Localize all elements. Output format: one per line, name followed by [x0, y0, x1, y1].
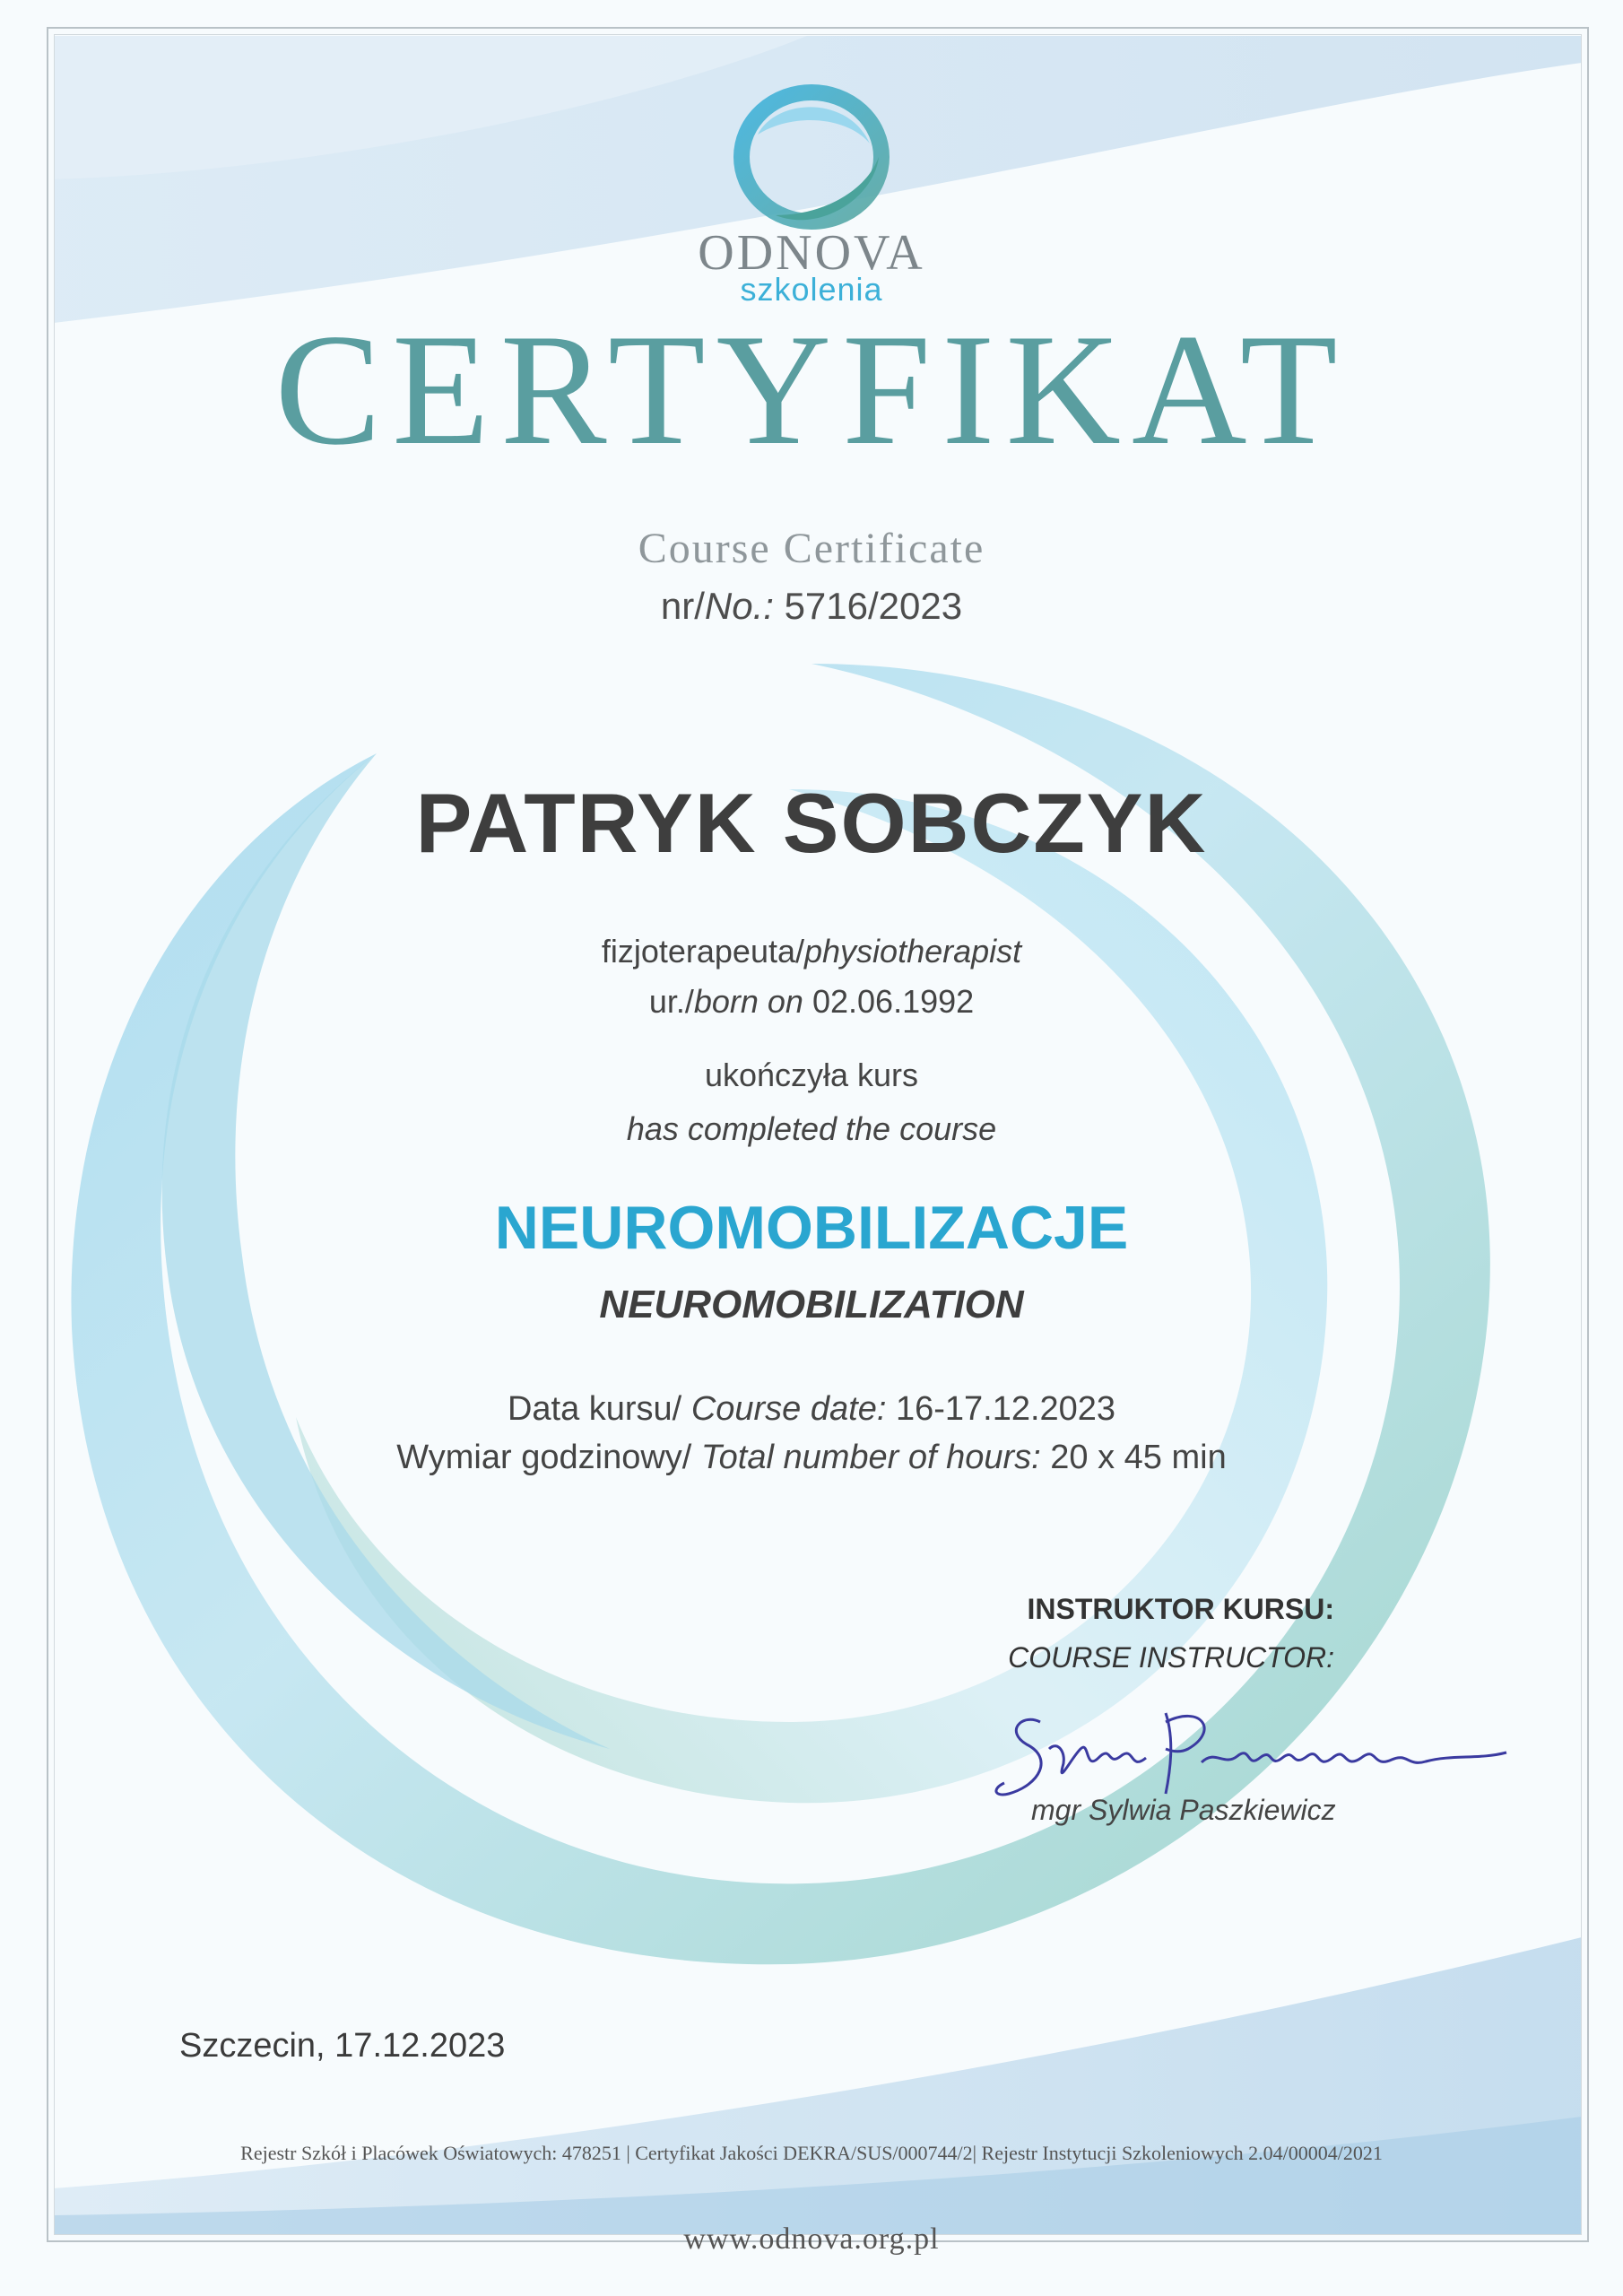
- profession-en: physiotherapist: [804, 933, 1022, 970]
- number-label-pl: nr/: [660, 585, 705, 627]
- course-name-en: NEUROMOBILIZATION: [599, 1283, 1024, 1326]
- course-date-value: 16-17.12.2023: [895, 1390, 1116, 1428]
- certificate-number: [0, 585, 1623, 628]
- course-name-pl: NEUROMOBILIZACJE: [494, 1194, 1129, 1262]
- course-date-label-pl: Data kursu/: [507, 1390, 682, 1428]
- instructor-name: mgr Sylwia Paszkiewicz: [1031, 1794, 1336, 1826]
- number-value: 5716/2023: [784, 585, 963, 627]
- profession-pl: fizjoterapeuta/: [601, 933, 804, 970]
- number-label-en: No.:: [704, 585, 774, 627]
- participant-name: PATRYK SOBCZYK: [415, 776, 1208, 870]
- logo-subtitle: szkolenia: [740, 271, 883, 308]
- born-date: 02.06.1992: [812, 983, 975, 1020]
- certificate-title: CERTYFIKAT: [274, 300, 1349, 478]
- footer-registry: Rejestr Szkół i Placówek Oświatowych: 478251 | Certyfikat Jakości DEKRA/SUS/000744/2| Rejestr Instytucji Szkoleniowych 2.04/00004/2021: [240, 2142, 1383, 2164]
- course-hours-value: 20 x 45 min: [1050, 1439, 1227, 1476]
- course-date-label-en: Course date:: [690, 1390, 887, 1428]
- instructor-label-pl: INSTRUKTOR KURSU:: [1027, 1593, 1334, 1625]
- instructor-signature: [986, 1686, 1542, 1812]
- course-hours-label-pl: Wymiar godzinowy/: [396, 1439, 692, 1476]
- born-label-en: born on: [693, 983, 803, 1020]
- course-hours-label-en: Total number of hours:: [700, 1439, 1041, 1476]
- logo-name: ODNOVA: [698, 225, 925, 281]
- profession-line: [0, 933, 1623, 970]
- instructor-label-en: COURSE INSTRUCTOR:: [1008, 1641, 1334, 1674]
- odnova-logo-icon: [722, 81, 901, 233]
- completion-pl: ukończyła kurs: [704, 1057, 919, 1093]
- certificate-subtitle: Course Certificate: [638, 525, 985, 572]
- course-hours-line: [0, 1439, 1623, 1477]
- born-label-pl: ur./: [648, 983, 694, 1020]
- course-date-line: [0, 1390, 1623, 1429]
- completion-en: has completed the course: [626, 1110, 997, 1147]
- footer-url[interactable]: www.odnova.org.pl: [683, 2222, 940, 2256]
- place-date: Szczecin, 17.12.2023: [179, 2027, 506, 2065]
- born-line: [0, 983, 1623, 1021]
